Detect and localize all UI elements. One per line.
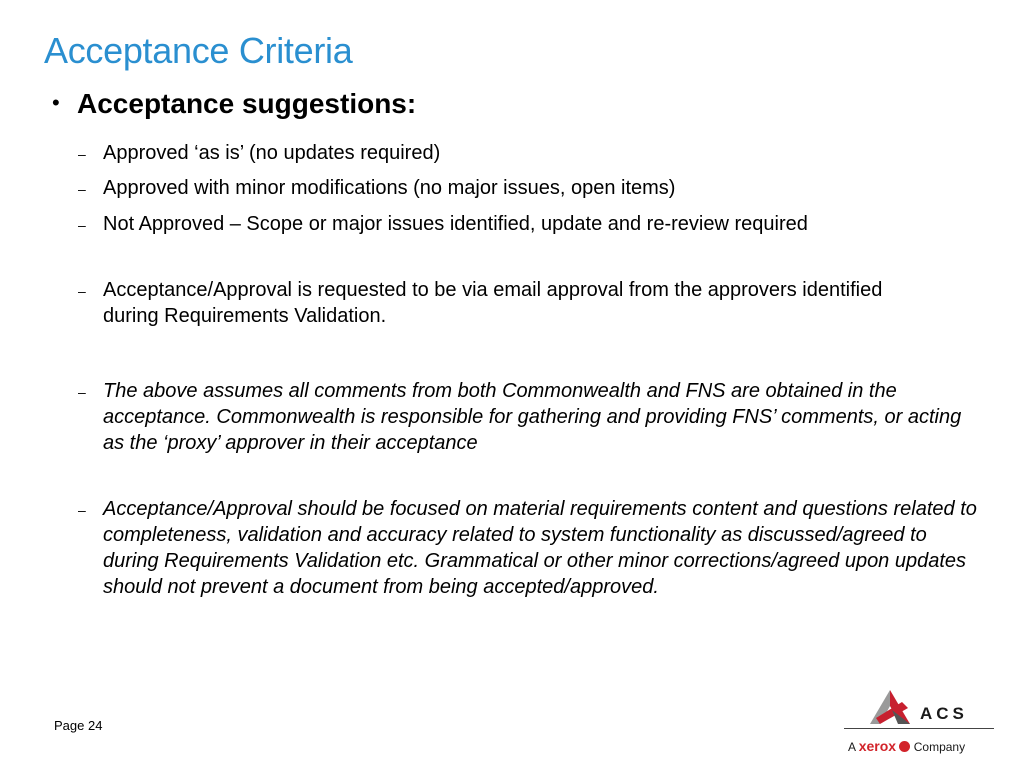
dash-marker: –: [78, 283, 86, 299]
dash-marker: –: [78, 502, 86, 518]
acs-logo-icon: [862, 688, 918, 728]
xerox-ball-icon: [899, 741, 910, 752]
sub-item: [78, 175, 978, 201]
sub-item: [78, 378, 978, 456]
sub-item: [78, 277, 978, 329]
page-number: Page 24: [54, 718, 103, 733]
sub-item-text: Approved ‘as is’ (no updates required): [103, 142, 441, 164]
sub-item: [78, 496, 978, 600]
logo-divider: [844, 728, 994, 729]
acs-xerox-logo: [840, 688, 1000, 758]
sub-item-text: Approved with minor modifications (no major issues, open items): [103, 177, 676, 199]
dash-marker: –: [78, 384, 86, 400]
dash-marker: –: [78, 217, 86, 233]
sub-item-text: Not Approved – Scope or major issues identified, update and re-review required: [103, 213, 808, 235]
sub-item: [78, 211, 978, 237]
bullet-marker: •: [52, 90, 60, 115]
xerox-brand: xerox: [858, 738, 897, 754]
sub-item-text: Acceptance/Approval should be focused on material requirements content and questions related to completeness, validation and accuracy related to system functionality as discussed/agreed to during Requirements Validation etc. Grammatical or other minor corrections/agreed upon updates should not prevent a document from being accepted/approved.: [103, 498, 977, 598]
dash-marker: –: [78, 181, 86, 197]
sub-item: [78, 140, 978, 166]
main-bullet-text: Acceptance suggestions:: [77, 88, 417, 119]
tagline-suffix: Company: [913, 740, 966, 754]
sub-item-text: Acceptance/Approval is requested to be via email approval from the approvers identified during Requirements Validation.: [103, 279, 883, 327]
sub-item-text: The above assumes all comments from both Commonwealth and FNS are obtained in the acceptance. Commonwealth is responsible for gathering and providing FNS’ comments, or acting as the ‘proxy’ approver in their acceptance: [103, 380, 962, 454]
logo-wordmark: ACS: [920, 704, 968, 723]
slide-title: Acceptance Criteria: [44, 30, 353, 71]
logo-tagline: [848, 738, 965, 754]
dash-marker: –: [78, 146, 86, 162]
tagline-prefix: A: [848, 740, 856, 754]
